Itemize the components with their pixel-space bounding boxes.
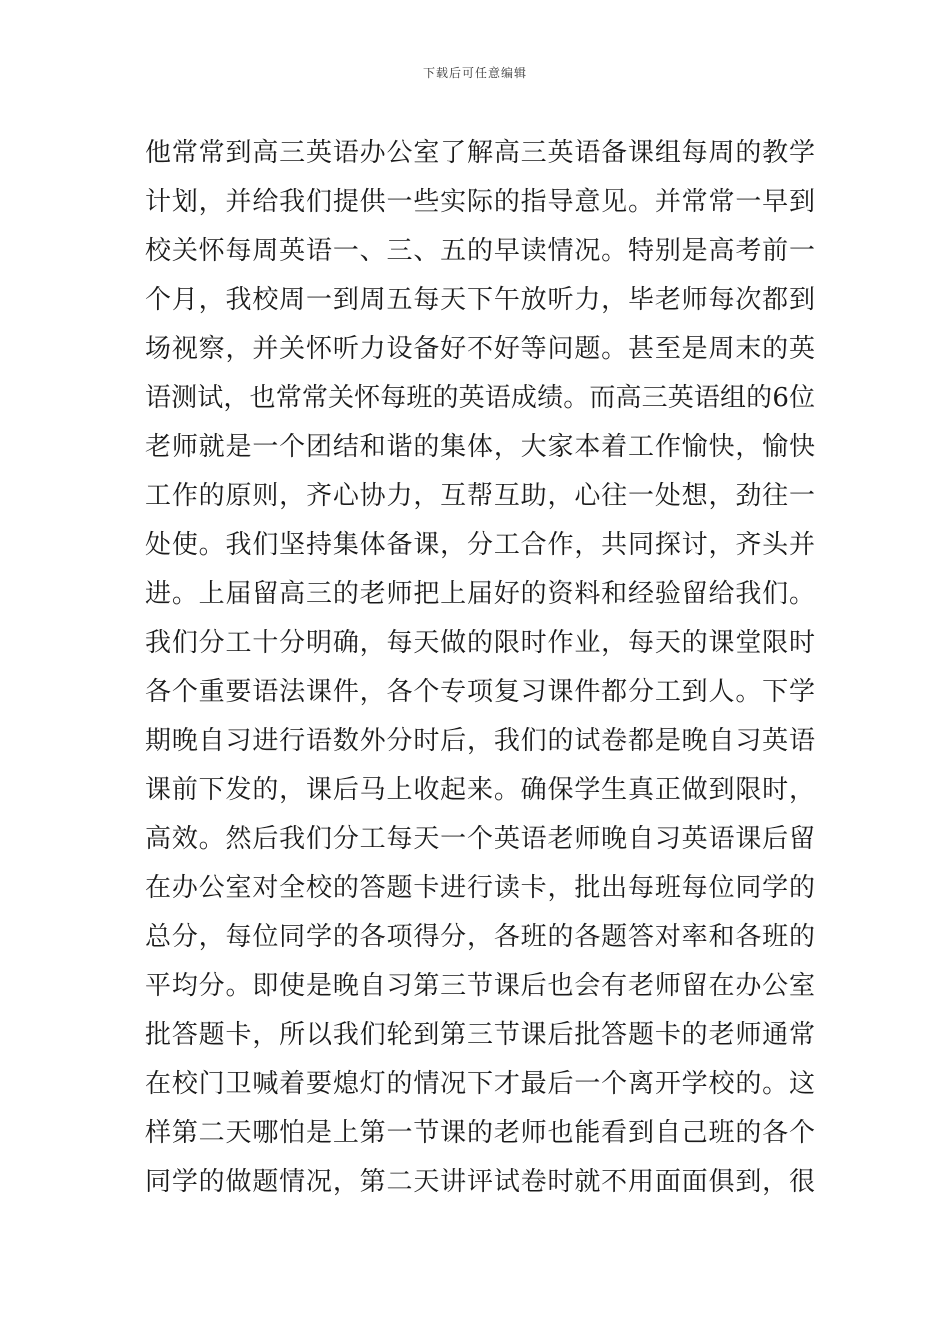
text-line: 样第二天哪怕是上第一节课的老师也能看到自己班的各个 bbox=[145, 1118, 815, 1148]
text-line: 批答题卡，所以我们轮到第三节课后批答题卡的老师通常 bbox=[145, 1020, 815, 1050]
text-line: 计划，并给我们提供一些实际的指导意见。并常常一早到 bbox=[145, 187, 815, 217]
text-line: 高效。然后我们分工每天一个英语老师晚自习英语课后留 bbox=[145, 824, 815, 854]
text-line: 各个重要语法课件，各个专项复习课件都分工到人。下学 bbox=[145, 677, 815, 707]
text-line: 同学的做题情况，第二天讲评试卷时就不用面面俱到，很 bbox=[145, 1167, 815, 1197]
text-line: 在办公室对全校的答题卡进行读卡，批出每班每位同学的 bbox=[145, 873, 815, 903]
text-line: 在校门卫喊着要熄灯的情况下才最后一个离开学校的。这 bbox=[145, 1069, 815, 1099]
text-line: 语测试，也常常关怀每班的英语成绩。而高三英语组的6位 bbox=[145, 383, 815, 413]
text-line: 平均分。即使是晚自习第三节课后也会有老师留在办公室 bbox=[145, 971, 815, 1001]
text-line: 课前下发的，课后马上收起来。确保学生真正做到限时， bbox=[145, 775, 815, 805]
text-line: 工作的原则，齐心协力，互帮互助，心往一处想，劲往一 bbox=[145, 481, 815, 511]
text-line: 校关怀每周英语一、三、五的早读情况。特别是高考前一 bbox=[145, 236, 815, 266]
page-header: 下载后可任意编辑 bbox=[422, 66, 527, 80]
text-line: 场视察，并关怀听力设备好不好等问题。甚至是周末的英 bbox=[145, 334, 815, 364]
text-line: 我们分工十分明确，每天做的限时作业，每天的课堂限时 bbox=[145, 628, 815, 658]
text-line: 个月，我校周一到周五每天下午放听力，毕老师每次都到 bbox=[145, 285, 815, 315]
text-line: 处使。我们坚持集体备课，分工合作，共同探讨，齐头并 bbox=[145, 530, 815, 560]
text-line: 进。上届留高三的老师把上届好的资料和经验留给我们。 bbox=[145, 579, 815, 609]
text-line: 期晚自习进行语数外分时后，我们的试卷都是晚自习英语 bbox=[145, 726, 815, 756]
text-line: 他常常到高三英语办公室了解高三英语备课组每周的教学 bbox=[145, 138, 815, 168]
text-line: 老师就是一个团结和谐的集体，大家本着工作愉快，愉快 bbox=[145, 432, 815, 462]
document-body bbox=[145, 129, 815, 1207]
text-line: 总分，每位同学的各项得分，各班的各题答对率和各班的 bbox=[145, 922, 815, 952]
